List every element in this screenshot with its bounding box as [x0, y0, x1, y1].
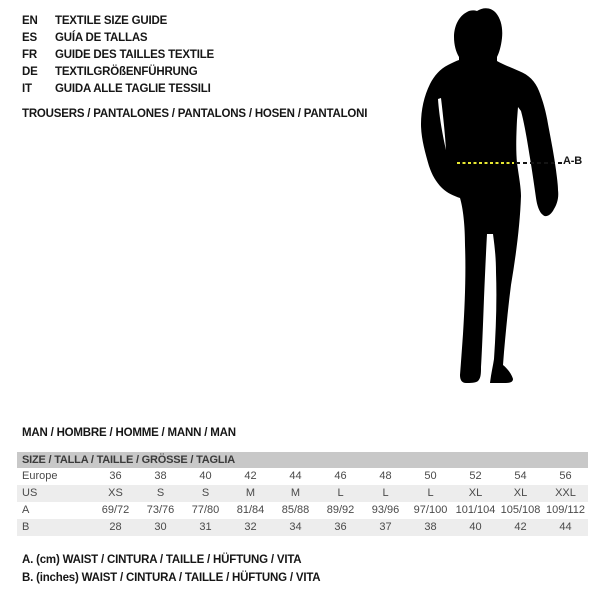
- table-row-a-cm: [17, 502, 588, 519]
- size-cell: 30: [154, 521, 167, 533]
- language-code: DE: [22, 66, 38, 78]
- waist-measure-dotted-line: [457, 162, 514, 164]
- size-cell: 48: [379, 470, 392, 482]
- size-cell: S: [156, 487, 165, 499]
- size-cell: 50: [424, 470, 437, 482]
- size-cell: 37: [379, 521, 392, 533]
- size-cell: 40: [469, 521, 482, 533]
- language-row-en: [22, 13, 214, 30]
- language-row-de: [22, 64, 214, 81]
- size-cell: 73/76: [146, 504, 175, 516]
- measurement-notes: [22, 552, 320, 587]
- size-cell: 38: [424, 521, 437, 533]
- size-cell: 36: [334, 521, 347, 533]
- size-table: [17, 468, 588, 536]
- language-row-es: [22, 30, 214, 47]
- size-cell: 105/108: [500, 504, 541, 516]
- row-label: US: [22, 487, 38, 499]
- size-cell: 36: [109, 470, 122, 482]
- row-label: Europe: [22, 470, 58, 482]
- size-cell: 44: [559, 521, 572, 533]
- size-cell: 69/72: [101, 504, 130, 516]
- table-row-us: [17, 485, 588, 502]
- size-cell: 46: [334, 470, 347, 482]
- size-cell: XXL: [555, 487, 576, 499]
- language-code: ES: [22, 32, 37, 44]
- size-cell: L: [427, 487, 434, 499]
- language-code: FR: [22, 49, 37, 61]
- size-cell: 52: [469, 470, 482, 482]
- size-cell: 89/92: [326, 504, 355, 516]
- size-cell: 56: [559, 470, 572, 482]
- language-label: GUIDE DES TAILLES TEXTILE: [55, 49, 214, 61]
- size-cell: M: [245, 487, 256, 499]
- size-cell: 44: [289, 470, 302, 482]
- language-list: [22, 13, 214, 98]
- size-cell: 34: [289, 521, 302, 533]
- size-cell: L: [382, 487, 389, 499]
- size-cell: 28: [109, 521, 122, 533]
- size-table-header: SIZE / TALLA / TAILLE / GRÖSSE / TAGLIA: [17, 452, 588, 468]
- size-cell: 54: [514, 470, 527, 482]
- language-row-fr: [22, 47, 214, 64]
- size-cell: 101/104: [455, 504, 496, 516]
- language-row-it: [22, 81, 214, 98]
- size-cell: 93/96: [371, 504, 400, 516]
- language-label: TEXTILGRÖßENFÜHRUNG: [55, 66, 198, 78]
- size-cell: M: [290, 487, 301, 499]
- note-a-cm: A. (cm) WAIST / CINTURA / TAILLE / HÜFTUNG / VITA: [22, 554, 302, 566]
- size-cell: 31: [199, 521, 212, 533]
- size-cell: XL: [468, 487, 483, 499]
- language-label: TEXTILE SIZE GUIDE: [55, 15, 168, 27]
- size-cell: 32: [244, 521, 257, 533]
- language-label: GUÍA DE TALLAS: [55, 32, 148, 44]
- language-code: IT: [22, 83, 32, 95]
- language-code: EN: [22, 15, 38, 27]
- size-cell: 77/80: [191, 504, 220, 516]
- waist-measure-dash-line: [516, 162, 562, 164]
- man-silhouette-icon: [390, 0, 600, 420]
- size-cell: XL: [513, 487, 528, 499]
- table-row-europe: [17, 468, 588, 485]
- size-cell: 81/84: [236, 504, 265, 516]
- size-cell: 42: [244, 470, 257, 482]
- size-cell: 40: [199, 470, 212, 482]
- table-row-b-inches: [17, 519, 588, 536]
- size-cell: 109/112: [546, 504, 585, 516]
- size-cell: 42: [514, 521, 527, 533]
- note-b-inches: B. (inches) WAIST / CINTURA / TAILLE / HÜFTUNG / VITA: [22, 571, 321, 584]
- gender-section-title: MAN / HOMBRE / HOMME / MANN / MAN: [22, 427, 236, 439]
- size-cell: XS: [108, 487, 123, 499]
- size-cell: S: [201, 487, 210, 499]
- row-label: A: [22, 504, 30, 516]
- language-label: GUIDA ALLE TAGLIE TESSILI: [55, 83, 211, 95]
- category-title: TROUSERS / PANTALONES / PANTALONS / HOSEN / PANTALONI: [22, 108, 368, 120]
- waist-measure-label: A-B: [563, 155, 582, 167]
- size-cell: L: [337, 487, 344, 499]
- size-cell: 38: [154, 470, 167, 482]
- size-cell: 85/88: [281, 504, 310, 516]
- row-label: B: [22, 521, 30, 533]
- size-cell: 97/100: [413, 504, 448, 516]
